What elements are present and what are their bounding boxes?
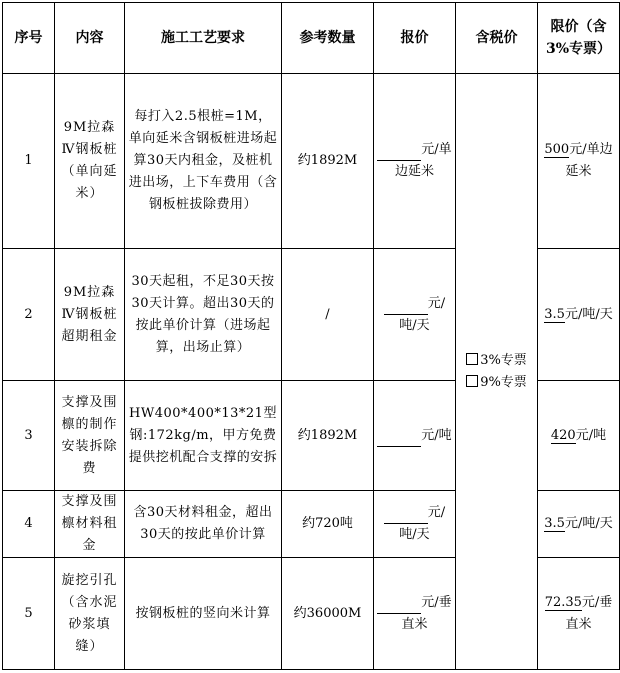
row-content: 支撑及围檩材料租金 xyxy=(55,491,125,558)
limit-unit: 元/吨/天 xyxy=(564,306,613,322)
limit-value: 500 xyxy=(544,142,570,157)
row-content: 支撑及围檩的制作安装拆除费 xyxy=(55,381,125,491)
tax-cell xyxy=(456,74,538,670)
row-limit xyxy=(538,74,620,249)
row-quote[interactable] xyxy=(374,558,456,670)
limit-value: 3.5 xyxy=(544,516,565,531)
tax-option-label: 9%专票 xyxy=(480,374,527,390)
quote-unit: 元/吨/天 xyxy=(399,295,446,333)
row-process: 30天起租，不足30天按30天计算。超出30天的按此单价计算（进场起算，出场止算） xyxy=(125,249,282,381)
row-qty: 约720吨 xyxy=(282,491,374,558)
tax-option-9[interactable] xyxy=(459,372,534,394)
row-process: 含30天材料租金，超出30天的按此单价计算 xyxy=(125,491,282,558)
limit-value: 420 xyxy=(550,427,576,443)
row-process: 每打入2.5根桩=1M，单向延米含钢板桩进场起算30天内租金，及桩机进出场，上下车费用（含钢板桩拔除费用） xyxy=(125,74,282,249)
tax-option-label: 3%专票 xyxy=(480,352,527,368)
row-qty: 约36000M xyxy=(282,558,374,670)
limit-unit: 元/吨/天 xyxy=(564,516,613,531)
limit-value: 72.35 xyxy=(544,594,582,610)
quote-unit: 元/吨/天 xyxy=(399,505,446,542)
header-no: 序号 xyxy=(3,3,55,74)
row-no: 1 xyxy=(3,74,55,249)
row-no: 2 xyxy=(3,249,55,381)
row-qty: 约1892M xyxy=(282,381,374,491)
price-table xyxy=(2,2,620,670)
row-qty: / xyxy=(282,249,374,381)
header-content: 内容 xyxy=(55,3,125,74)
row-content: 9M拉森Ⅳ钢板桩（单向延米） xyxy=(55,74,125,249)
limit-unit: 元/垂直米 xyxy=(565,594,613,632)
row-quote[interactable] xyxy=(374,74,456,249)
row-process: 按钢板桩的竖向米计算 xyxy=(125,558,282,670)
header-tax: 含税价 xyxy=(456,3,538,74)
quote-blank[interactable] xyxy=(377,597,421,614)
quote-blank[interactable] xyxy=(377,144,421,161)
quote-blank[interactable] xyxy=(384,507,428,524)
header-row xyxy=(3,3,620,74)
row-limit xyxy=(538,558,620,670)
header-limit: 限价（含3%专票） xyxy=(538,3,620,74)
row-content: 9M拉森Ⅳ钢板桩超期租金 xyxy=(55,249,125,381)
tax-option-3[interactable] xyxy=(459,350,534,372)
row-no: 3 xyxy=(3,381,55,491)
header-quote: 报价 xyxy=(374,3,456,74)
table-row xyxy=(3,74,620,249)
row-limit xyxy=(538,491,620,558)
quote-unit: 元/吨 xyxy=(421,427,452,443)
checkbox-icon[interactable] xyxy=(466,375,478,387)
row-quote[interactable] xyxy=(374,249,456,381)
limit-unit: 元/单边延米 xyxy=(565,142,613,179)
quote-unit: 元/垂直米 xyxy=(401,594,452,632)
limit-unit: 元/吨 xyxy=(575,427,607,443)
row-limit xyxy=(538,381,620,491)
row-quote[interactable] xyxy=(374,381,456,491)
quote-unit: 元/单边延米 xyxy=(394,142,452,179)
row-qty: 约1892M xyxy=(282,74,374,249)
row-quote[interactable] xyxy=(374,491,456,558)
quote-blank[interactable] xyxy=(384,298,428,315)
row-limit xyxy=(538,249,620,381)
row-process: HW400*400*13*21型钢:172kg/m，甲方免费提供挖机配合支撑的安拆 xyxy=(125,381,282,491)
row-content: 旋挖引孔（含水泥砂浆填缝） xyxy=(55,558,125,670)
row-no: 5 xyxy=(3,558,55,670)
header-process: 施工工艺要求 xyxy=(125,3,282,74)
header-qty: 参考数量 xyxy=(282,3,374,74)
limit-value: 3.5 xyxy=(544,306,565,322)
quote-blank[interactable] xyxy=(377,430,421,447)
checkbox-icon[interactable] xyxy=(466,353,478,365)
row-no: 4 xyxy=(3,491,55,558)
